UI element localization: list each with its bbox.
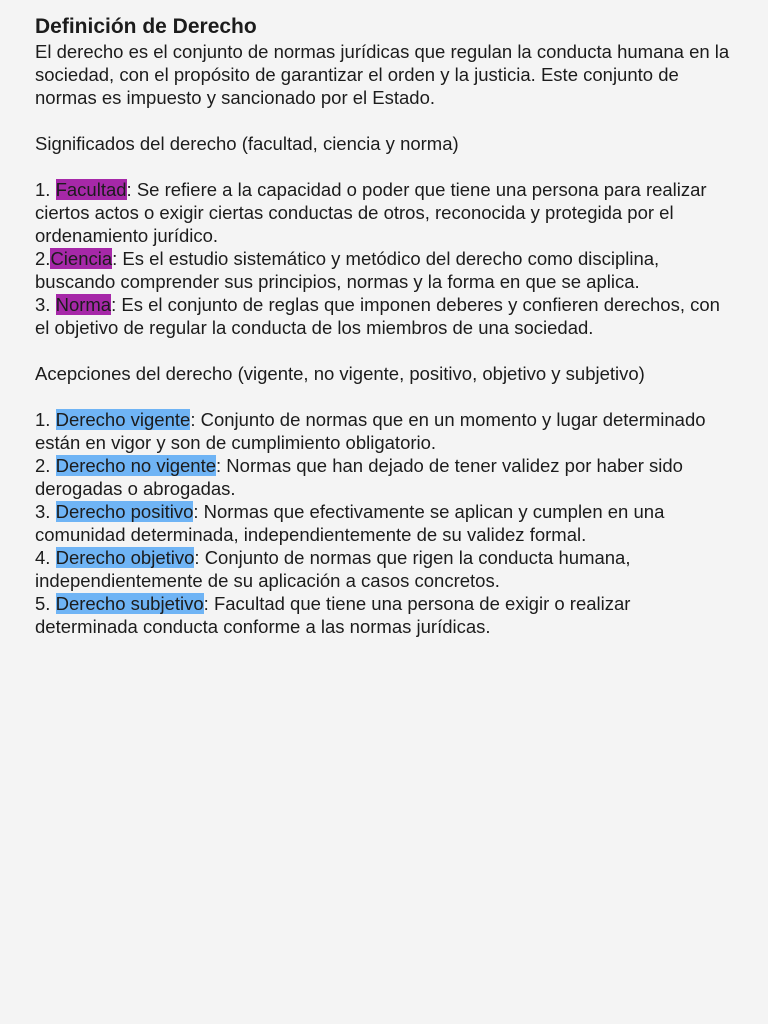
significados-list	[35, 178, 735, 339]
item-description: : Normas que han dejado de tener validez por haber sido derogadas o abrogadas.	[35, 455, 683, 499]
item-number: 5.	[35, 593, 56, 614]
item-description: : Conjunto de normas que en un momento y lugar determinado están en vigor y son de cumplimiento obligatorio.	[35, 409, 706, 453]
significado-item-facultad	[35, 178, 735, 247]
highlighted-term: Derecho vigente	[55, 409, 191, 430]
spacer	[35, 385, 735, 408]
acepcion-item-vigente	[35, 408, 735, 454]
intro-paragraph: El derecho es el conjunto de normas jurídicas que regulan la conducta humana en la sociedad, con el propósito de garantizar el orden y la justicia. Este conjunto de normas es impuesto y sancionado por el Estado.	[35, 41, 730, 108]
item-number: 3.	[35, 294, 56, 315]
document-page	[35, 13, 735, 638]
highlighted-term: Derecho positivo	[55, 501, 194, 522]
item-description: : Es el estudio sistemático y metódico del derecho como disciplina, buscando comprender sus principios, normas y la forma en que se aplica.	[35, 248, 660, 292]
significado-item-ciencia	[35, 247, 735, 293]
highlighted-term: Derecho subjetivo	[55, 593, 204, 614]
acepcion-item-positivo	[35, 500, 735, 546]
acepcion-item-objetivo	[35, 546, 735, 592]
spacer	[35, 109, 735, 132]
acepcion-item-subjetivo	[35, 592, 735, 638]
item-number: 4.	[35, 547, 56, 568]
item-description: : Se refiere a la capacidad o poder que tiene una persona para realizar ciertos actos o exigir ciertas conductas de otros, reconocida y protegida por el ordenamiento jurídico.	[35, 179, 707, 246]
acepcion-item-no-vigente	[35, 454, 735, 500]
significado-item-norma	[35, 293, 735, 339]
item-description: : Es el conjunto de reglas que imponen deberes y confieren derechos, con el objetivo de regular la conducta de los miembros de una sociedad.	[35, 294, 720, 338]
item-number: 1.	[35, 179, 56, 200]
significados-heading: Significados del derecho (facultad, ciencia y norma)	[35, 133, 459, 154]
acepciones-list	[35, 408, 735, 638]
highlighted-term: Derecho no vigente	[55, 455, 217, 476]
acepciones-heading: Acepciones del derecho (vigente, no vigente, positivo, objetivo y subjetivo)	[35, 363, 645, 384]
highlighted-term: Norma	[55, 294, 112, 315]
spacer	[35, 339, 735, 362]
item-description: : Normas que efectivamente se aplican y cumplen en una comunidad determinada, independientemente de su validez formal.	[35, 501, 665, 545]
item-number: 2.	[35, 248, 51, 269]
item-number: 2.	[35, 455, 56, 476]
item-description: : Conjunto de normas que rigen la conducta humana, independientemente de su aplicación a casos concretos.	[35, 547, 631, 591]
highlighted-term: Facultad	[55, 179, 127, 200]
item-number: 1.	[35, 409, 56, 430]
item-description: : Facultad que tiene una persona de exigir o realizar determinada conducta conforme a las normas jurídicas.	[35, 593, 631, 637]
document-title: Definición de Derecho	[35, 15, 257, 38]
spacer	[35, 155, 735, 178]
highlighted-term: Ciencia	[50, 248, 113, 269]
item-number: 3.	[35, 501, 56, 522]
highlighted-term: Derecho objetivo	[55, 547, 195, 568]
